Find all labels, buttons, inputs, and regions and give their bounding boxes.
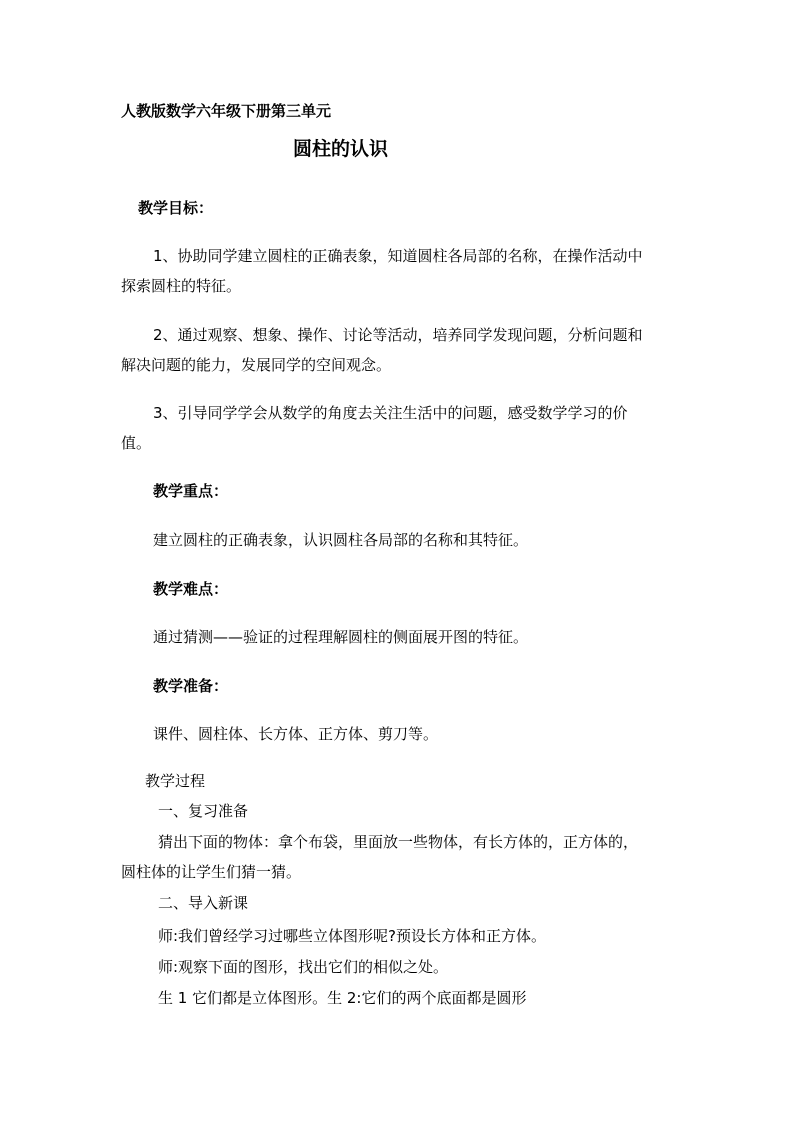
objective-3-line-2: 值。: [121, 434, 152, 452]
dialog-teacher-1: 师:我们曾经学习过哪些立体图形呢?预设长方体和正方体。: [158, 927, 547, 945]
step-1-title: 一、复习准备: [158, 802, 249, 820]
dialog-students: 生 1 它们都是立体图形。生 2:它们的两个底面都是圆形: [158, 989, 527, 1007]
difficulties-text: 通过猜测——验证的过程理解圆柱的侧面展开图的特征。: [153, 628, 529, 646]
process-heading: 教学过程: [145, 772, 206, 790]
key-points-heading: 教学重点：: [153, 482, 229, 500]
objective-1-line-1: 1、协助同学建立圆柱的正确表象，知道圆柱各局部的名称，在操作活动中: [153, 247, 643, 265]
step-2-title: 二、导入新课: [158, 894, 249, 912]
preparation-heading: 教学准备：: [153, 677, 229, 695]
difficulties-heading: 教学难点：: [153, 580, 229, 598]
objective-3-line-1: 3、引导同学学会从数学的角度去关注生活中的问题，感受数学学习的价: [153, 404, 628, 422]
document-title: 圆柱的认识: [293, 138, 389, 160]
step-1-line-2: 圆柱体的让学生们猜一猜。: [121, 863, 302, 881]
objective-2-line-2: 解决问题的能力，发展同学的空间观念。: [121, 356, 392, 374]
key-points-text: 建立圆柱的正确表象，认识圆柱各局部的名称和其特征。: [153, 531, 529, 549]
objective-1-line-2: 探索圆柱的特征。: [121, 277, 242, 295]
objectives-heading: 教学目标：: [138, 199, 214, 217]
document-subtitle: 人教版数学六年级下册第三单元: [121, 102, 332, 120]
preparation-text: 课件、圆柱体、长方体、正方体、剪刀等。: [153, 725, 439, 743]
step-1-line-1: 猜出下面的物体：拿个布袋，里面放一些物体，有长方体的，正方体的，: [158, 833, 639, 851]
objective-2-line-1: 2、通过观察、想象、操作、讨论等活动，培养同学发现问题，分析问题和: [153, 326, 643, 344]
dialog-teacher-2: 师:观察下面的图形，找出它们的相似之处。: [158, 958, 449, 976]
